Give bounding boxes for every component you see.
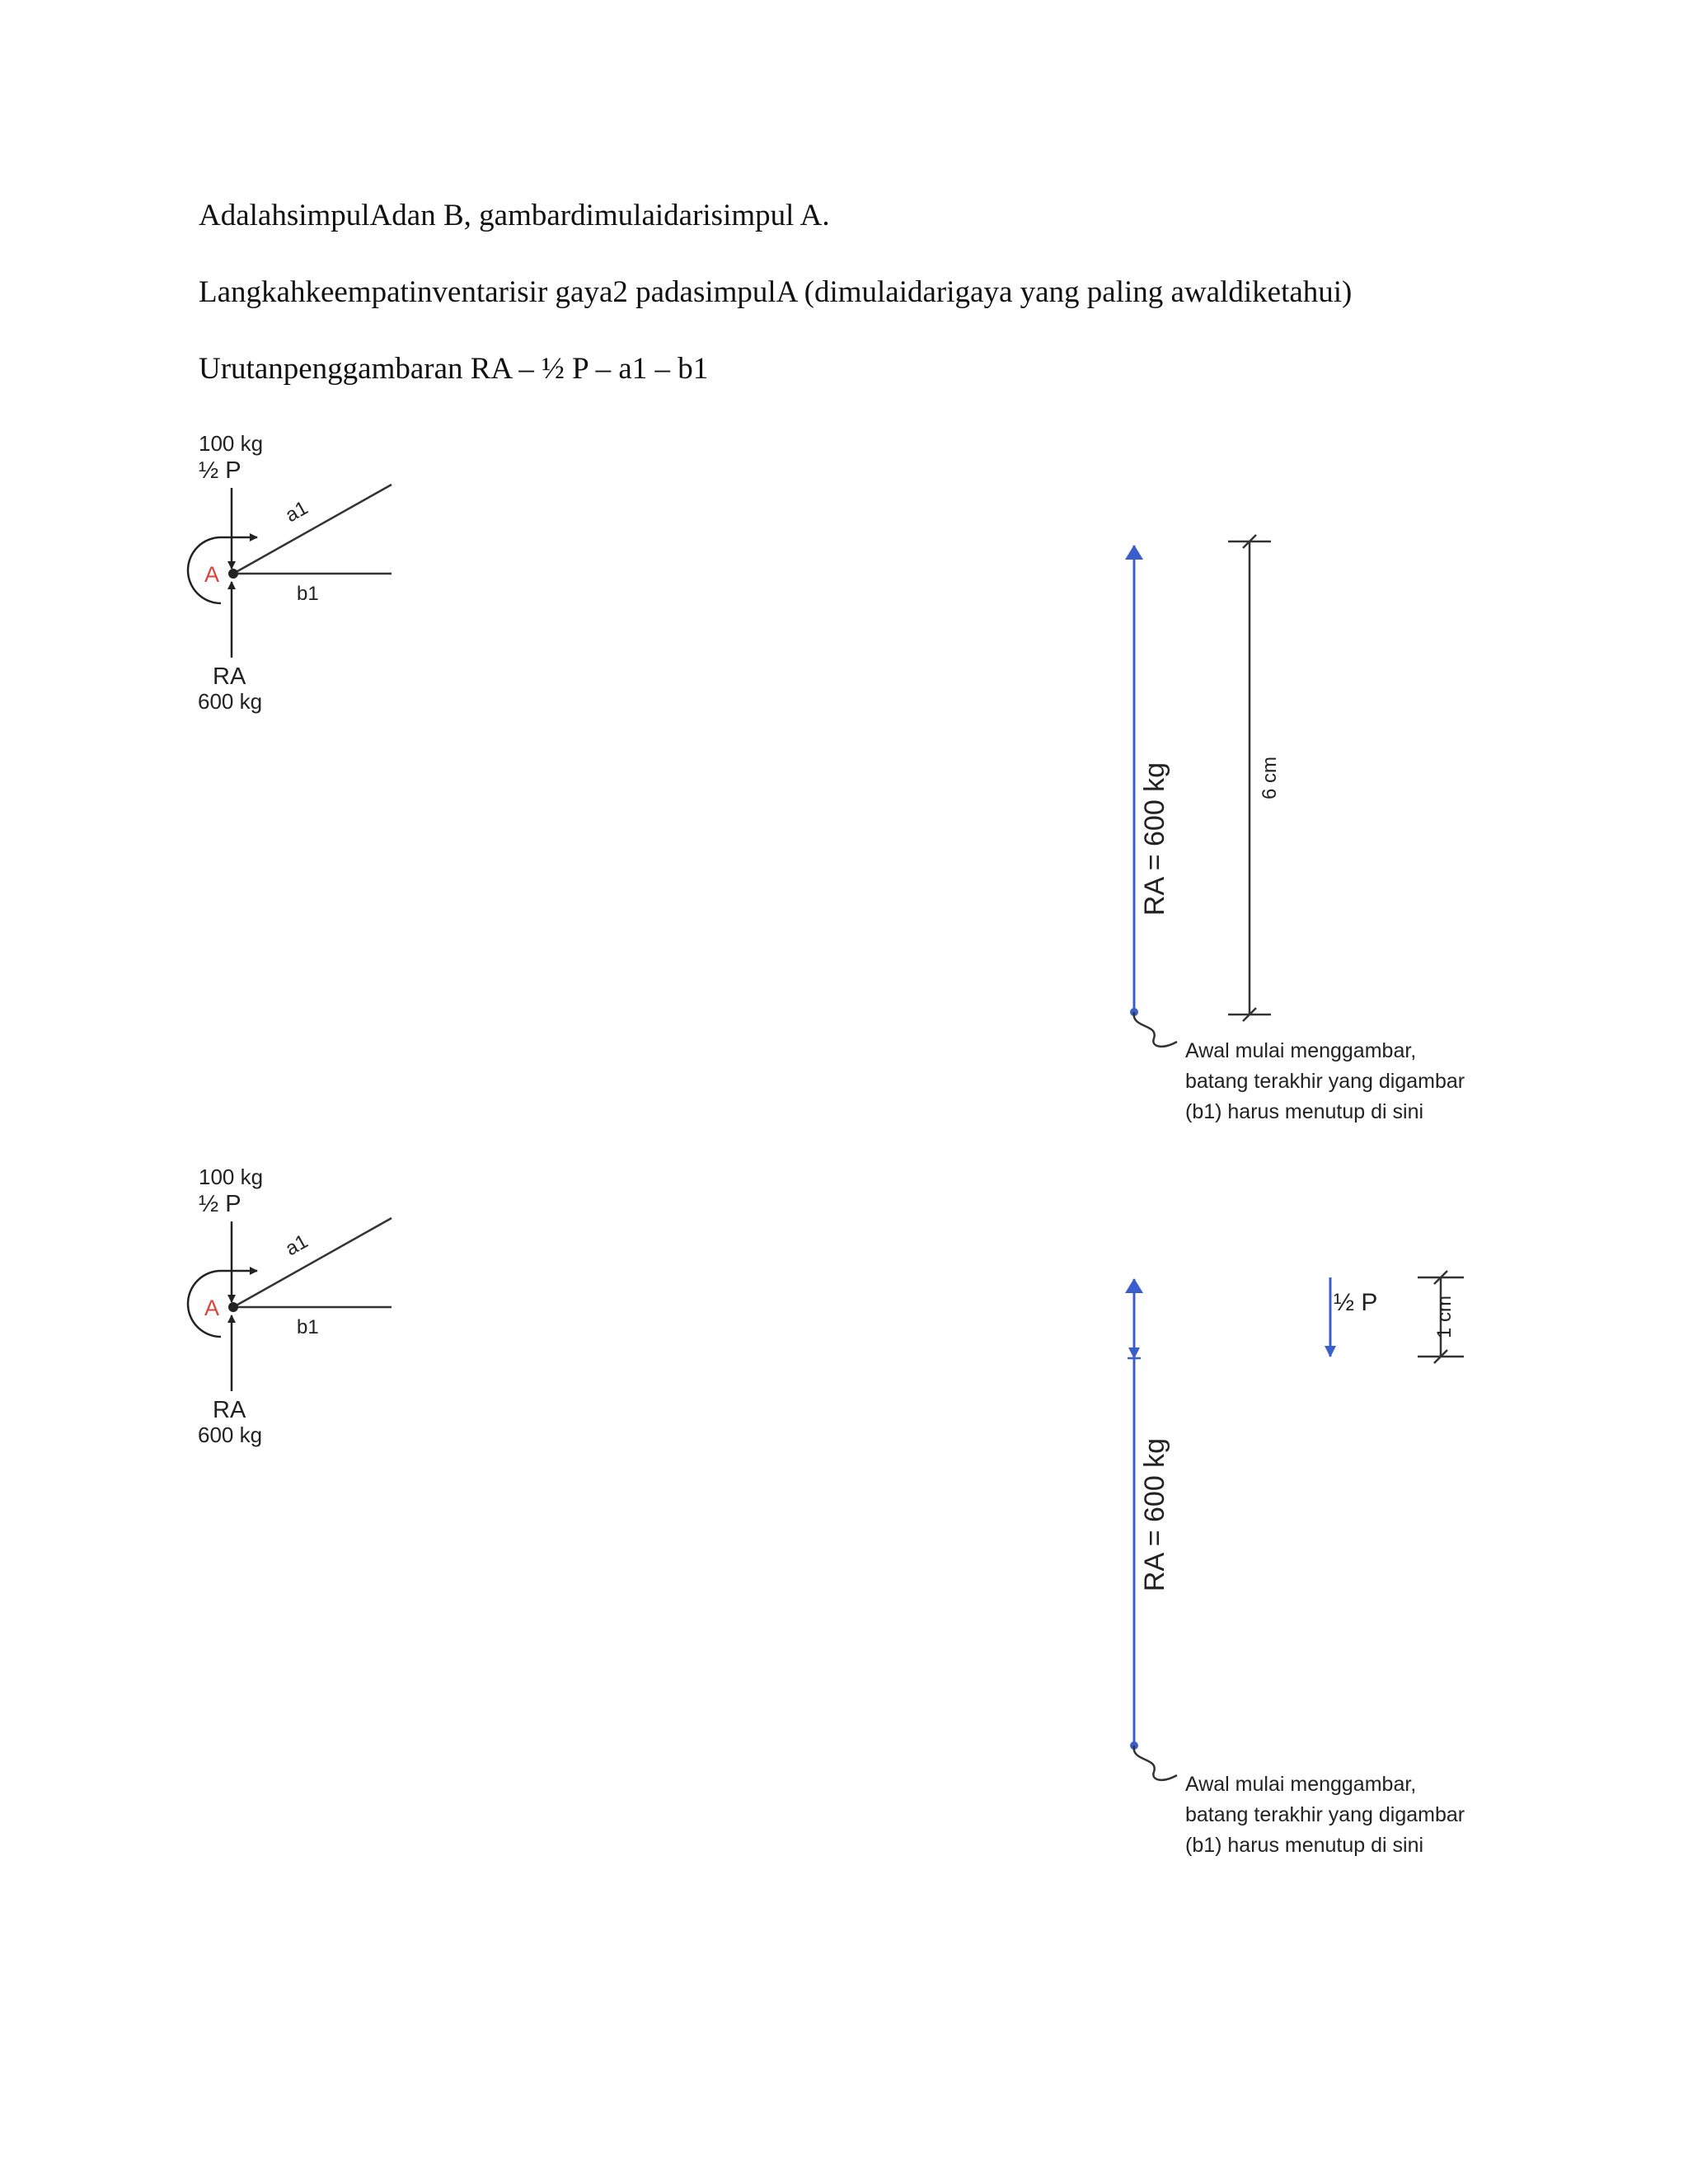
moment-arc-icon <box>188 537 257 603</box>
load-value: 100 kg <box>199 1165 264 1189</box>
paragraph-3: Urutanpenggambaran RA – ½ P – a1 – b1 <box>199 352 709 386</box>
figure-2 <box>0 1146 1688 1871</box>
load-value: 100 kg <box>199 431 264 456</box>
scale-label: 1 cm <box>1433 1295 1456 1339</box>
ra-label: RA = 600 kg <box>1139 762 1170 916</box>
member-b1-label: b1 <box>297 1316 319 1338</box>
moment-arc-icon <box>188 1271 257 1337</box>
member-a1 <box>233 1218 392 1307</box>
node-dot <box>228 569 238 579</box>
scale-label: 6 cm <box>1259 756 1281 800</box>
half-p-label: ½ P <box>1334 1289 1378 1316</box>
figure-1 <box>0 412 1688 1137</box>
ra-label: RA = 600 kg <box>1139 1437 1170 1592</box>
joint-diagram <box>188 1165 392 1447</box>
load-label: ½ P <box>199 457 241 484</box>
node-dot <box>228 1302 238 1312</box>
joint-diagram <box>188 431 392 714</box>
reaction-label: RA <box>213 1397 246 1423</box>
member-a1-label: a1 <box>281 496 312 527</box>
member-a1-label: a1 <box>281 1230 312 1261</box>
note-leader <box>1134 1012 1177 1047</box>
force-polygon <box>1128 1271 1465 1857</box>
member-a1 <box>233 485 392 574</box>
load-label: ½ P <box>199 1191 241 1217</box>
reaction-value: 600 kg <box>198 689 263 714</box>
paragraph-2: Langkahkeempatinventarisir gaya2 padasimpulA (dimulaidarigaya yang paling awaldiketahui) <box>199 275 1353 309</box>
note-line-1: Awal mulai menggambar, <box>1185 1039 1417 1062</box>
note-line-3: (b1) harus menutup di sini <box>1185 1834 1424 1857</box>
note-line-3: (b1) harus menutup di sini <box>1185 1100 1424 1123</box>
note-leader <box>1134 1746 1177 1780</box>
paragraph-1: AdalahsimpulAdan B, gambardimulaidarisimpul A. <box>199 199 830 232</box>
note-line-2: batang terakhir yang digambar <box>1185 1070 1465 1093</box>
reaction-value: 600 kg <box>198 1422 263 1447</box>
note-line-2: batang terakhir yang digambar <box>1185 1803 1465 1826</box>
node-label: A <box>204 1296 220 1320</box>
note-line-1: Awal mulai menggambar, <box>1185 1773 1417 1796</box>
reaction-label: RA <box>213 663 246 690</box>
node-label: A <box>204 562 220 587</box>
force-polygon <box>1130 535 1465 1123</box>
member-b1-label: b1 <box>297 583 319 605</box>
